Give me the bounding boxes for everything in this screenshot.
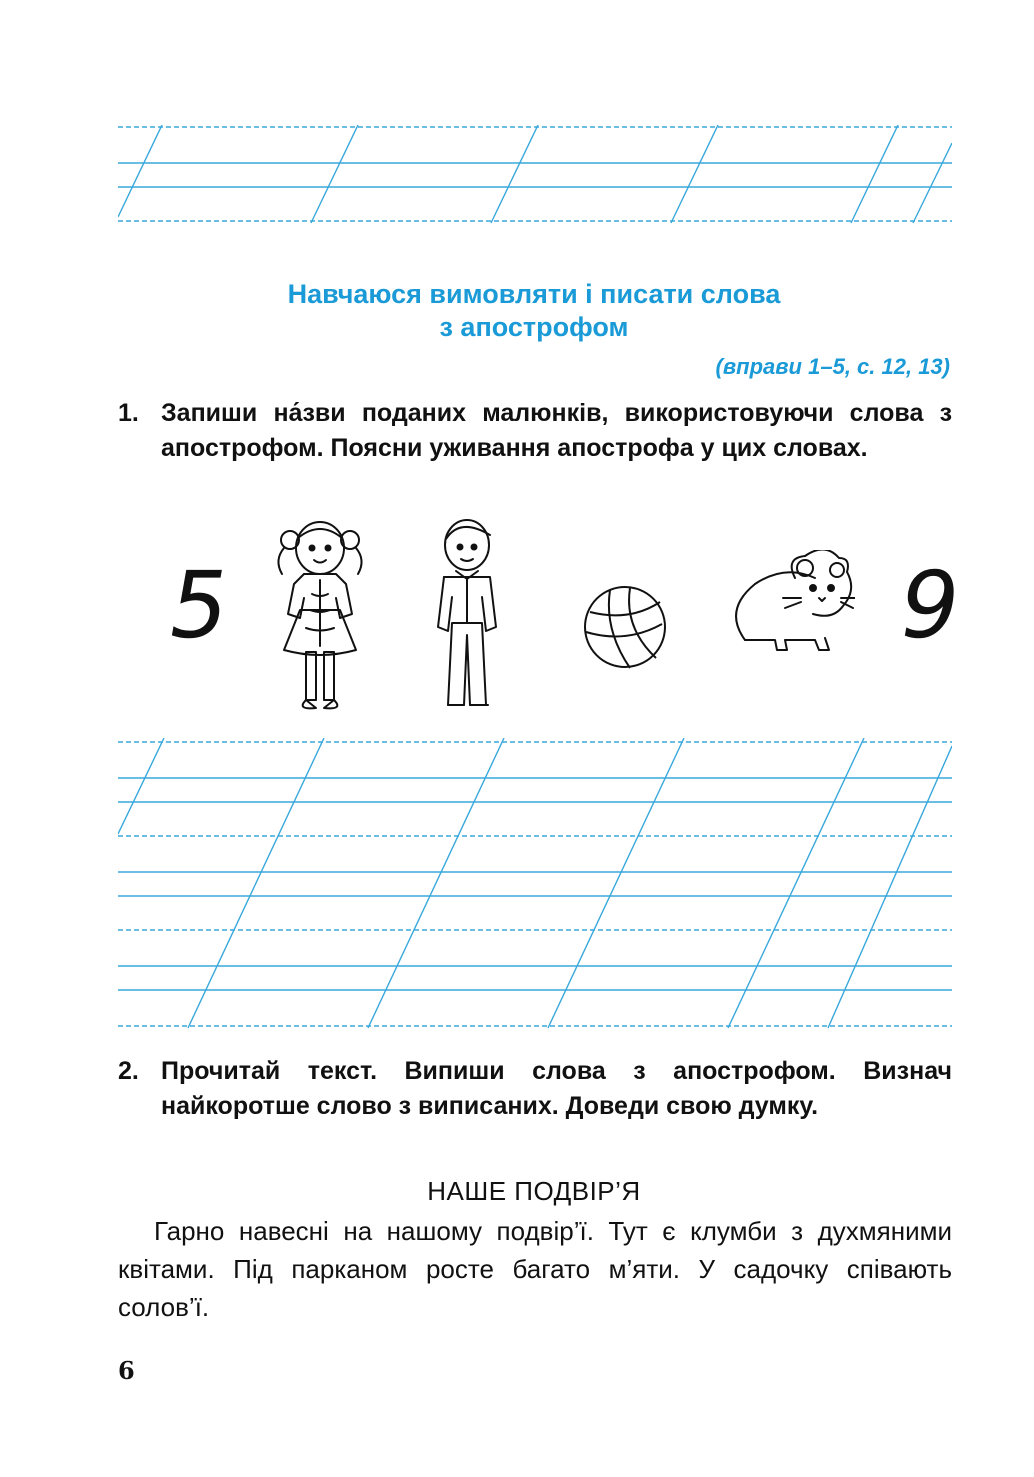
digit-right: 9 <box>890 552 969 659</box>
hamster-drawing <box>725 550 855 660</box>
task-2-text: Прочитай текст. Випиши слова з апострофом. Визнач найкоротше слово з виписаних. Доведи свою думку. <box>161 1057 952 1120</box>
section-title-line2: з апострофом <box>439 312 629 342</box>
girl-drawing <box>270 510 370 715</box>
task-1-number: 1. <box>118 399 139 427</box>
section-title-line1: Навчаюся вимовляти і писати слова <box>287 279 781 309</box>
pictures-row <box>160 510 969 720</box>
ruling-grid-task1 <box>118 738 952 1030</box>
task-2-number: 2. <box>118 1057 139 1085</box>
page-number: 6 <box>118 1356 135 1385</box>
section-title <box>0 278 1034 344</box>
story-text-block <box>118 1212 952 1326</box>
writing-lines-task1[interactable] <box>118 738 952 1030</box>
story-text: Гарно навесні на нашому подвір’ї. Тут є клумби з духмяними квітами. Під парканом росте багато м’яти. У садочку співають солов’ї. <box>118 1216 952 1322</box>
task-1 <box>118 396 952 466</box>
boy-drawing <box>422 515 512 715</box>
ruling-grid-top <box>118 125 952 225</box>
task-2 <box>118 1054 952 1124</box>
task-1-text: Запиши на́зви поданих малюнків, використовуючи слова з апострофом. Поясни уживання апострофа у цих словах. <box>161 399 952 462</box>
digit-left: 5 <box>160 552 239 659</box>
ball-drawing <box>580 582 670 672</box>
story-title: НАШЕ ПОДВІР’Я <box>427 1176 641 1206</box>
exercise-reference: (вправи 1–5, с. 12, 13) <box>715 354 950 379</box>
writing-lines-top[interactable] <box>118 125 952 225</box>
